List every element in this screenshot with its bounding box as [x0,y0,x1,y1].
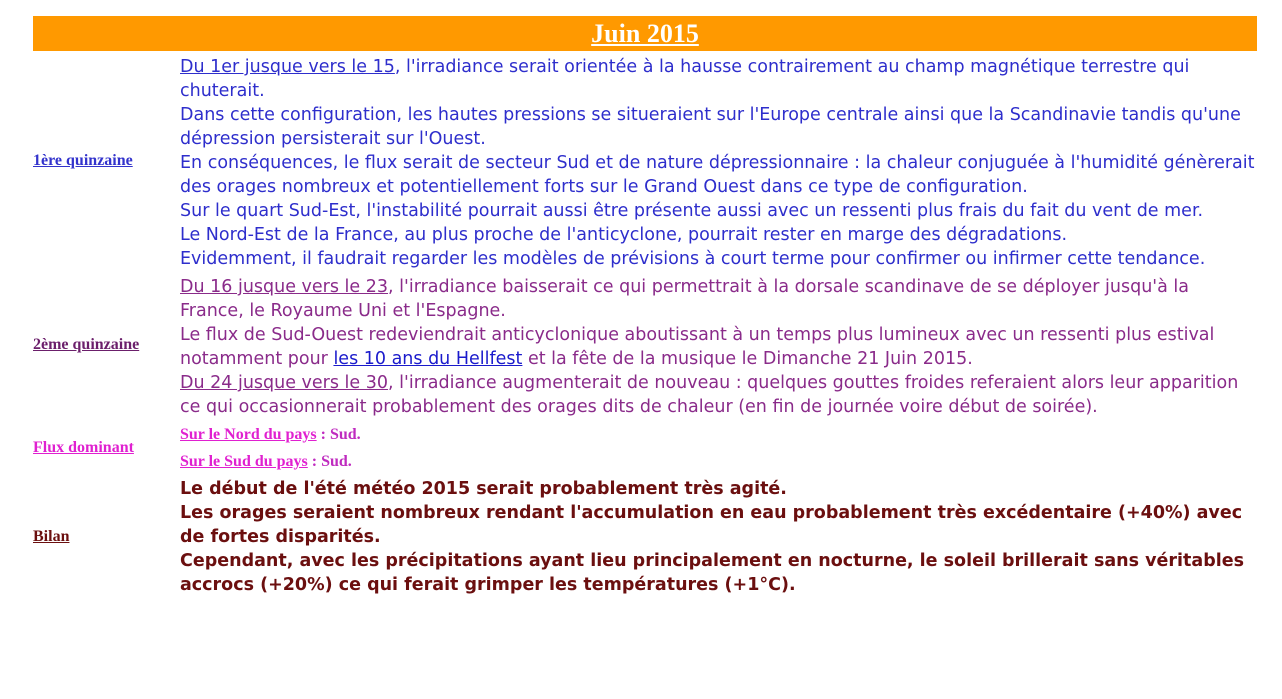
q2-paragraph-1 [180,275,1257,323]
table-row-bilan [33,477,1257,597]
q1-p1-text: , l'irradiance serait orientée à la hausse contrairement au champ magnétique terrestre qui chuterait. [180,57,1190,101]
q1-paragraph-1 [180,55,1257,103]
label-q1[interactable]: 1ère quinzaine [33,152,133,169]
content-q1 [180,51,1257,271]
q2-p2-start: Le flux de Sud-Ouest redeviendrait anticyclonique aboutissant à un temps plus lumineux avec un ressenti plus estival notamment pour [180,325,1215,369]
flux-north [180,421,1257,448]
table-row-q2 [33,271,1257,419]
bilan-paragraph-1: Le début de l'été météo 2015 serait probablement très agité. [180,479,787,499]
table-row-q1 [33,51,1257,271]
q1-paragraph-5: Le Nord-Est de la France, au plus proche de l'anticyclone, pourrait rester en marge des dégradations. [180,225,1068,245]
flux-north-value: : Sud. [316,426,361,443]
flux-south [180,448,1257,475]
q1-paragraph-2: Dans cette configuration, les hautes pressions se situeraient sur l'Europe centrale ainsi que la Scandinavie tandis qu'une dépression persisterait sur l'Ouest. [180,105,1241,149]
flux-south-value: : Sud. [307,453,352,470]
flux-south-link[interactable]: Sur le Sud du pays [180,453,308,470]
q1-date-link[interactable]: Du 1er jusque vers le 15 [180,57,395,77]
month-title[interactable]: Juin 2015 [591,19,699,48]
month-header [33,16,1257,51]
q1-paragraph-4: Sur le quart Sud-Est, l'instabilité pourrait aussi être présente aussi avec un ressenti plus frais du fait du vent de mer. [180,201,1204,221]
bilan-paragraph-2: Les orages seraient nombreux rendant l'accumulation en eau probablement très excédentaire (+40%) avec de fortes disparités. [180,503,1243,547]
q2-date-link-2[interactable]: Du 24 jusque vers le 30 [180,373,389,393]
content-bilan [180,477,1257,597]
content-flux [180,419,1257,477]
q2-paragraph-3 [180,371,1257,419]
hellfest-link[interactable]: les 10 ans du Hellfest [333,349,523,369]
bilan-paragraph-3: Cependant, avec les précipitations ayant lieu principalement en nocturne, le soleil brillerait sans véritables accrocs (+20%) ce qui ferait grimper les températures (+1°C). [180,551,1245,595]
content-q2 [180,271,1257,419]
q2-p2-end: et la fête de la musique le Dimanche 21 Juin 2015. [522,349,973,369]
q2-paragraph-2 [180,323,1257,371]
label-bilan[interactable]: Bilan [33,528,70,545]
label-flux[interactable]: Flux dominant [33,439,134,456]
forecast-table [33,51,1257,597]
q2-p1-text: , l'irradiance baisserait ce qui permettrait à la dorsale scandinave de se déployer jusqu'à la France, le Royaume Uni et l'Espagne. [180,277,1189,321]
q2-date-link-1[interactable]: Du 16 jusque vers le 23 [180,277,389,297]
q1-paragraph-6: Evidemment, il faudrait regarder les modèles de prévisions à court terme pour confirmer ou infirmer cette tendance. [180,249,1206,269]
flux-north-link[interactable]: Sur le Nord du pays [180,426,317,443]
q1-paragraph-3: En conséquences, le flux serait de secteur Sud et de nature dépressionnaire : la chaleur conjuguée à l'humidité génèrerait des orages nombreux et potentiellement forts sur le Grand Ouest dans ce type de configuration. [180,153,1255,197]
q2-p3-text: , l'irradiance augmenterait de nouveau : quelques gouttes froides referaient alors leur apparition ce qui occasionnerait probablement des orages dits de chaleur (en fin de journée voire début de soirée). [180,373,1239,417]
forecast-frame [33,16,1257,597]
table-row-flux [33,419,1257,477]
label-q2[interactable]: 2ème quinzaine [33,336,140,353]
